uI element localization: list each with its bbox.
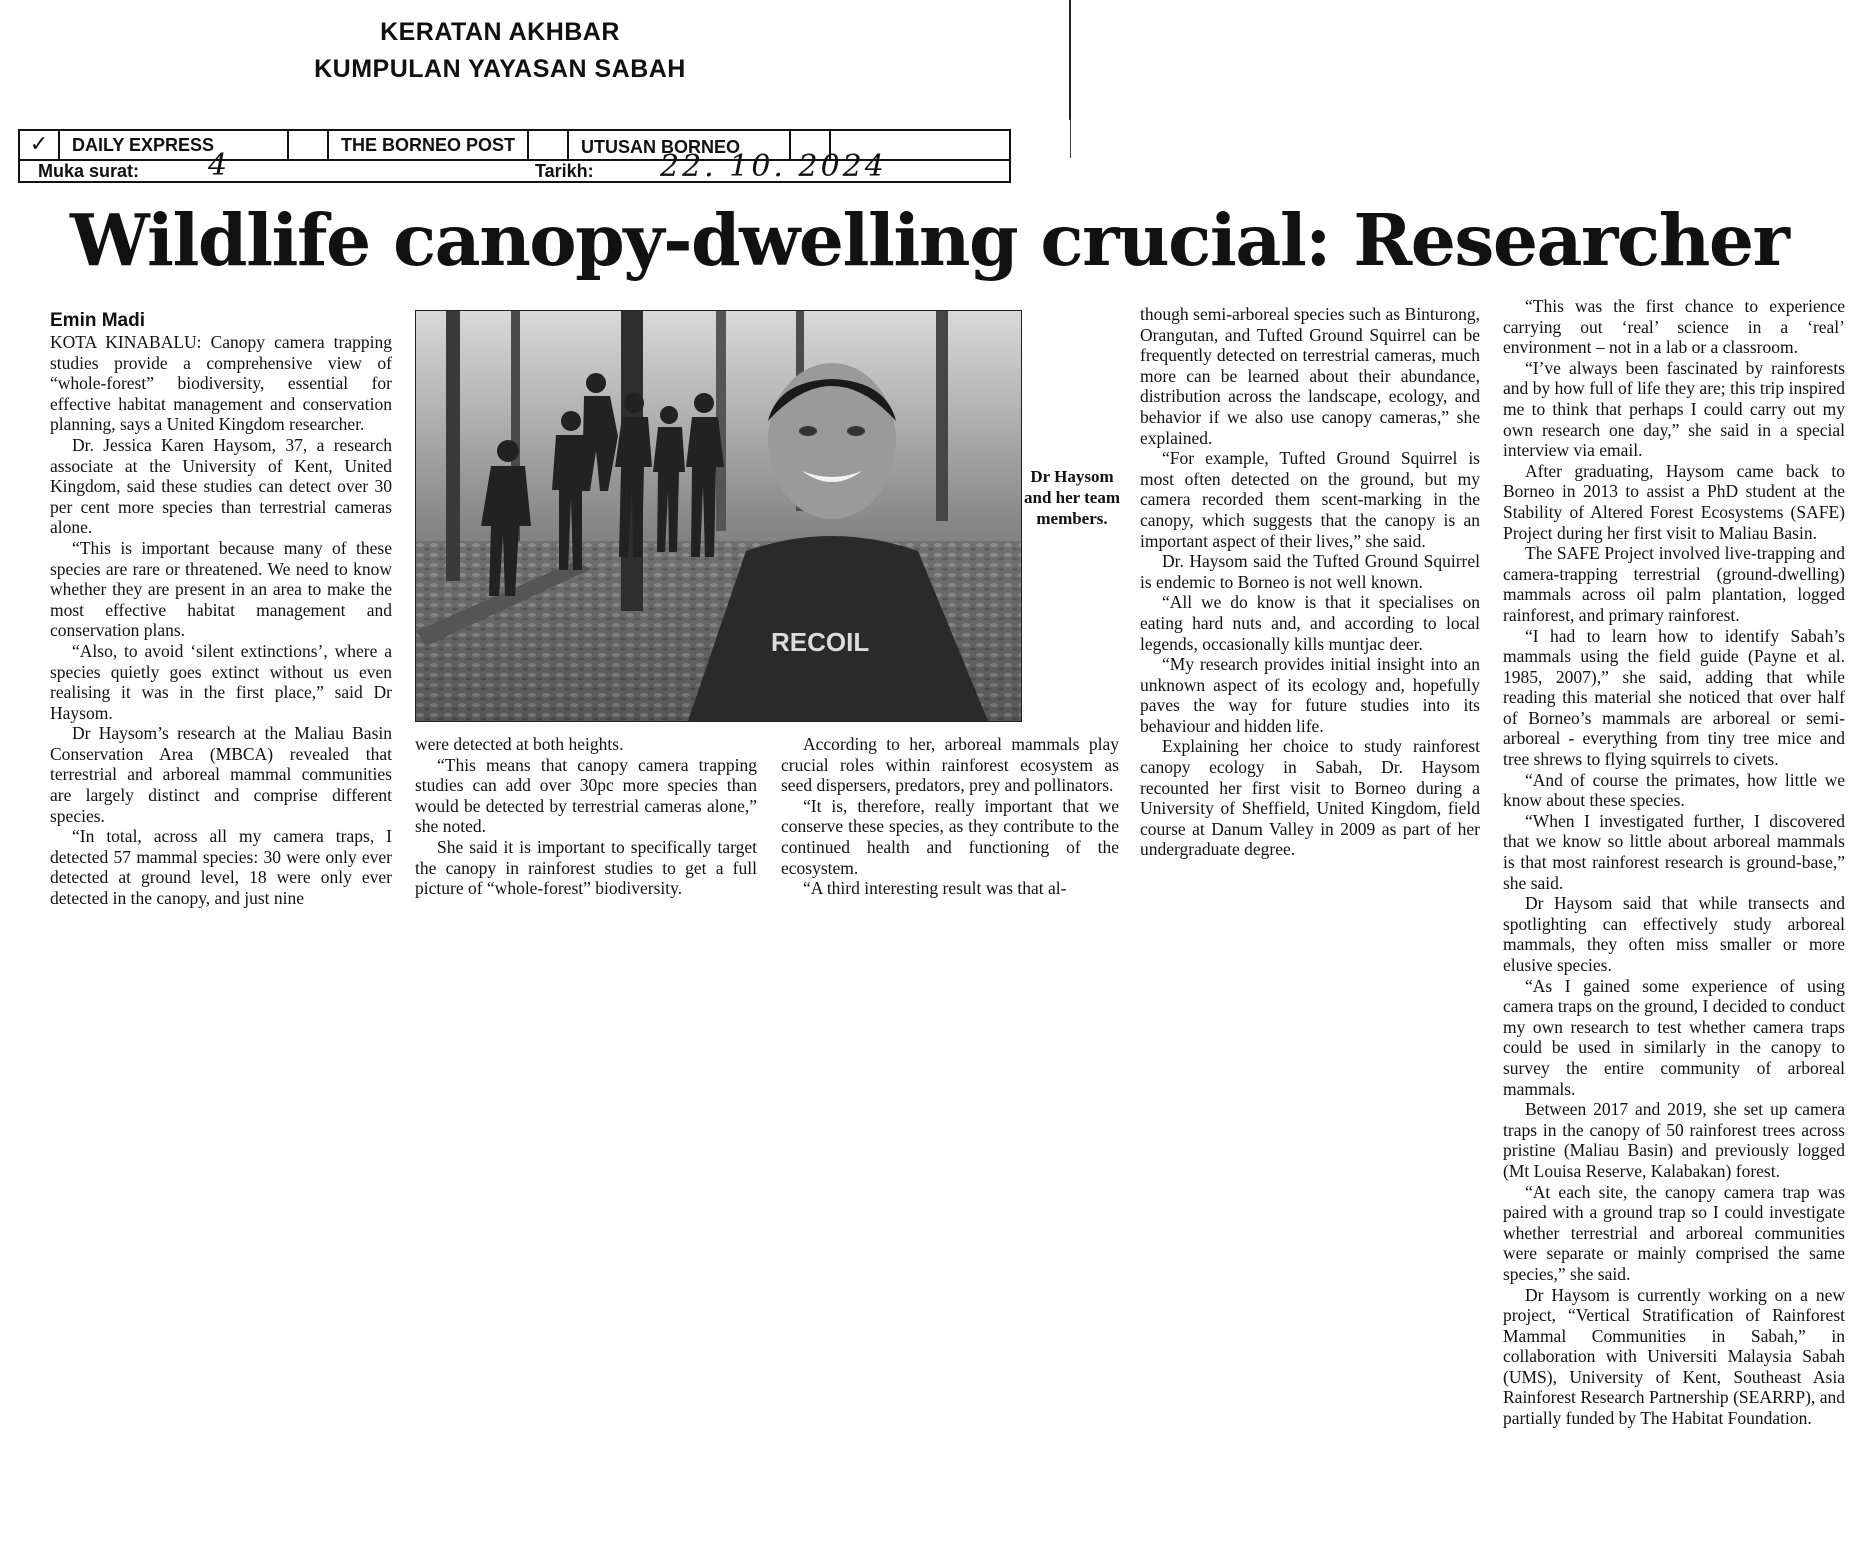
paragraph: “Also, to avoid ‘silent extinctions’, where a species quietly goes extinct without us even realising it was in the first place,” said Dr Haysom.	[50, 640, 392, 723]
paragraph: “At each site, the canopy camera trap was paired with a ground trap so I could investigate whether terrestrial and arboreal communities were separate or mainly comprised the same species,” she said.	[1503, 1181, 1845, 1284]
clipping-edge-line	[1069, 0, 1071, 120]
paragraph: Dr. Haysom said the Tufted Ground Squirrel is endemic to Borneo is not well known.	[1140, 551, 1480, 592]
paragraph: After graduating, Haysom came back to Borneo in 2013 to assist a PhD student at the Stability of Altered Forest Ecosystems (SAFE) Project during her first visit to Maliau Basin.	[1503, 460, 1845, 543]
paragraph: “I had to learn how to identify Sabah’s mammals using the field guide (Payne et al. 1985, 2007),” she said, adding that while reading this material she noticed that over half of Borneo’s mammals are arboreal or semi-arboreal - everything from tiny tree mice and tree shrews to flying squirrels to civets.	[1503, 625, 1845, 770]
paragraph: Between 2017 and 2019, she set up camera traps in the canopy of 50 rainforest trees across pristine (Maliau Basin) and previously logged (Mt Louisa Reserve, Kalabakan) forest.	[1503, 1099, 1845, 1181]
page-date-row	[20, 148, 1009, 184]
article-headline: Wildlife canopy-dwelling crucial: Researcher	[70, 198, 1789, 282]
paragraph: “I’ve always been fascinated by rainforests and by how full of life they are; this trip inspired me to think that perhaps I could carry out my own research one day,” she said in a special interview via email.	[1503, 357, 1845, 461]
daily-express-check-mark: ✓	[20, 131, 60, 159]
paragraph: “In total, across all my camera traps, I detected 57 mammal species: 30 were only ever detected at ground level, 18 were only ever detected in the canopy, and just nine	[50, 826, 392, 909]
utusan-borneo-check-box	[529, 131, 569, 159]
article-column-4	[1140, 304, 1480, 860]
clipping-header	[250, 14, 750, 88]
paragraph: were detected at both heights.	[415, 734, 624, 754]
paragraph: The SAFE Project involved live-trapping and camera-trapping terrestrial (ground-dwelling) mammals across oil palm plantation, logged rainforest, and primary rainforest.	[1503, 543, 1845, 625]
article-column-2	[415, 734, 757, 899]
team-photo	[415, 310, 1022, 722]
paragraph: Explaining her choice to study rainforest canopy ecology in Sabah, Dr. Haysom recounted her first visit to Borneo during a University of Sheffield, United Kingdom, field course at Danum Valley in 2009 as part of her undergraduate degree.	[1140, 736, 1480, 860]
page-label: Muka surat:	[38, 161, 140, 181]
paragraph: “This is important because many of these species are rare or threatened. We need to know whether they are present in an area to make the most effective habitat management and conservation plans.	[50, 537, 392, 641]
paragraph: “And of course the primates, how little we know about these species.	[1503, 769, 1845, 811]
photo-caption: Dr Haysom and her team members.	[1023, 467, 1120, 528]
publication-table	[18, 129, 1011, 183]
utusan-borneo-label: UTUSAN BORNEO	[569, 131, 791, 159]
paragraph: though semi-arboreal species such as Binturong, Orangutan, and Tufted Ground Squirrel can be frequently detected on terrestrial cameras, much more can be learned about their abundance, distribution across the landscape, ecology, and behavior if we also use canopy cameras,” she explained.	[1140, 304, 1480, 448]
paragraph: “My research provides initial insight into an unknown aspect of its ecology and, hopefully paves the way for future studies into its behaviour and hidden life.	[1140, 654, 1480, 736]
paragraph: “All we do know is that it specialises on eating hard nuts and, and according to local legends, occasionally kills muntjac deer.	[1140, 592, 1480, 654]
article-column-1	[50, 310, 392, 909]
paragraph: “This was the first chance to experience carrying out ‘real’ science in a ‘real’ environment – not in a lab or a classroom.	[1503, 296, 1845, 358]
paragraph: “It is, therefore, really important that we conserve these species, as they contribute to the continued health and functioning of the ecosystem.	[781, 795, 1119, 878]
shirt-logo-text: RECOIL	[771, 627, 870, 657]
paragraph: Dr Haysom said that while transects and spotlighting can effectively study arboreal mammals, they often miss smaller or more elusive species.	[1503, 893, 1845, 975]
paragraph: According to her, arboreal mammals play crucial roles within rainforest ecosystem as seed dispersers, predators, prey and pollinators.	[781, 734, 1119, 796]
paragraph: “For example, Tufted Ground Squirrel is most often detected on the ground, but my camera recorded them scent-marking in the canopy, which suggests that the canopy is an important aspect of their lives,” she said.	[1140, 448, 1480, 551]
header-line-2: KUMPULAN YAYASAN SABAH	[314, 55, 686, 83]
paragraph: “This means that canopy camera trapping studies can add over 30pc more species than would be detected by terrestrial cameras alone,” she noted.	[415, 754, 757, 837]
daily-express-label: DAILY EXPRESS	[60, 131, 289, 159]
page-number: 4	[208, 148, 231, 183]
borneo-post-label: THE BORNEO POST	[329, 131, 529, 159]
borneo-post-check-box	[289, 131, 329, 159]
paragraph: Dr Haysom’s research at the Maliau Basin Conservation Area (MBCA) revealed that terrestrial and arboreal mammal communities are largely distinct and comprise different species.	[50, 723, 392, 826]
paragraph: She said it is important to specifically target the canopy in rainforest studies to get a full picture of “whole-forest” biodiversity.	[415, 836, 757, 899]
date-label: Tarikh:	[535, 161, 594, 181]
paragraph: Dr. Jessica Karen Haysom, 37, a research associate at the University of Kent, United Kingdom, said these studies can detect over 30 per cent more species than terrestrial cameras alone.	[50, 434, 392, 538]
paragraph: Dr Haysom is currently working on a new project, “Vertical Stratification of Rainforest Mammal Communities in Sabah,” in collaboration with Universiti Malaysia Sabah (UMS), University of Kent, Southeast Asia Rainforest Research Partnership (SEARRP), and partially funded by The Habitat Foundation.	[1503, 1284, 1845, 1429]
paragraph: “As I gained some experience of using camera traps on the ground, I decided to conduct my own research to test whether camera traps could be used in similarly in the canopy to survey the entire community of arboreal mammals.	[1503, 975, 1845, 1099]
article-column-5	[1503, 296, 1845, 1429]
clipping-date: 22. 10. 2024	[660, 149, 887, 184]
article-column-3	[781, 734, 1119, 899]
paragraph: “When I investigated further, I discovered that we know so little about arboreal mammals is that most rainforest research is ground-base,” she said.	[1503, 810, 1845, 893]
paragraph: KOTA KINABALU: Canopy camera trapping studies provide a comprehensive view of “whole-forest” biodiversity, essential for effective habitat management and conservation planning, says a United Kingdom researcher.	[50, 332, 392, 435]
header-line-1: KERATAN AKHBAR	[380, 18, 620, 46]
team-photo-image	[416, 311, 1021, 721]
byline: Emin Madi	[50, 310, 146, 331]
paragraph: “A third interesting result was that al-	[803, 878, 1067, 899]
clipping-edge-line-lower	[1070, 118, 1071, 158]
